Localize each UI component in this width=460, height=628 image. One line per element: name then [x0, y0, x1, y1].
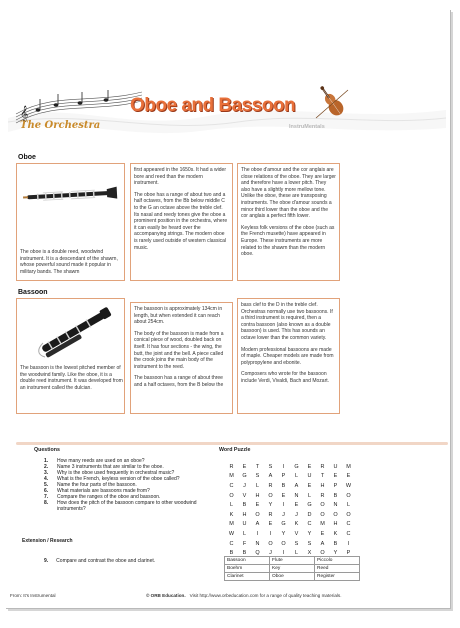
grid-letter: O [281, 540, 286, 547]
grid-letter: Y [307, 530, 312, 537]
bassoon-text-2b: The body of the bassoon is made from a conical piece of wood, doubled back on itself. It has four sections - the wing, the butt, the joint and the bell. A piece called the crook joins the main body of the instrument to the reed. [134, 330, 224, 370]
grid-letter: I [282, 463, 285, 470]
question-text: Compare and contrast the oboe and clarinet. [56, 558, 156, 564]
word-list-item: Flute [270, 557, 315, 565]
grid-letter: E [307, 482, 312, 489]
grid-letter: R [268, 511, 273, 518]
grid-letter: I [269, 530, 272, 537]
question-number: 3. [44, 470, 49, 476]
grid-row [225, 529, 355, 539]
grid-letter: G [307, 502, 312, 509]
grid-row [225, 472, 355, 482]
section-divider [16, 442, 448, 445]
grid-letter: H [333, 521, 338, 528]
word-list-item: Reed [315, 565, 360, 573]
grid-letter: G [242, 473, 247, 480]
question-text: Name the four parts of the bassoon. [57, 482, 137, 488]
grid-letter: E [307, 463, 312, 470]
footer-source: From: It's Instrumental [10, 593, 56, 598]
grid-letter: B [242, 550, 247, 557]
grid-letter: U [307, 473, 312, 480]
grid-letter: C [346, 530, 351, 537]
grid-letter: E [242, 463, 247, 470]
extension-question [44, 558, 155, 564]
grid-letter: I [282, 502, 285, 509]
word-list-item: Clarinet [225, 573, 270, 581]
grid-letter: Y [281, 530, 286, 537]
oboe-text-1: The oboe is a double reed, woodwind instrument. It is a descendant of the shawm, whose powerful sound made it popular in military bands. The shawm [20, 249, 118, 275]
grid-letter: P [346, 550, 351, 557]
question-number: 5. [44, 482, 49, 488]
worksheet-page [6, 10, 451, 609]
grid-letter: L [346, 502, 351, 509]
grid-letter: T [255, 463, 260, 470]
brand-logo: The Orchestra [20, 120, 101, 131]
question-number: 8. [44, 500, 49, 506]
word-puzzle-heading: Word Puzzle [219, 447, 251, 453]
grid-letter: B [242, 502, 247, 509]
grid-letter: J [269, 550, 272, 557]
word-list-item: Register [315, 573, 360, 581]
footer-copyright: © ORB Education. [146, 593, 186, 598]
violin-icon [312, 82, 352, 122]
grid-row [225, 539, 355, 549]
grid-letter: O [320, 502, 325, 509]
grid-letter: S [255, 473, 260, 480]
grid-letter: V [242, 492, 247, 499]
grid-row [225, 481, 355, 491]
grid-row [225, 500, 355, 510]
grid-letter: L [294, 473, 299, 480]
bassoon-text-3b: Modern professional bassoons are made of maple. Cheaper models are made from polypropylene and ebonite. [241, 346, 334, 366]
grid-letter: U [333, 463, 338, 470]
grid-letter: O [333, 511, 338, 518]
word-list-row [225, 557, 360, 565]
question-number: 9. [44, 558, 49, 564]
question-text: Why is the oboe used frequently in orchestral music? [57, 470, 175, 476]
grid-letter: P [281, 473, 286, 480]
grid-letter: C [229, 482, 234, 489]
grid-letter: L [242, 530, 247, 537]
grid-letter: N [333, 502, 338, 509]
word-list-table [224, 556, 360, 581]
grid-letter: H [320, 482, 325, 489]
grid-letter: W [345, 482, 352, 489]
grid-letter: A [255, 521, 260, 528]
oboe-text-2b: The oboe has a range of about two and a half octaves, from the Bb below middle C to the G an octave above the treble clef. Its nasal and reedy tones give the oboe a prominent position in the orchestra, where it can easily be heard over the accompanying strings. The modern oboe is rarely used outside of western classical music. [134, 191, 228, 251]
oboe-heading: Oboe [18, 154, 36, 161]
grid-letter: B [229, 550, 234, 557]
grid-letter: I [256, 530, 259, 537]
bassoon-text-2c: The bassoon has a range of about three and a half octaves, from the B below the [134, 375, 224, 388]
grid-letter: V [294, 530, 299, 537]
grid-letter: B [281, 482, 286, 489]
grid-row [225, 520, 355, 530]
grid-letter: J [243, 482, 246, 489]
word-list-row [225, 565, 360, 573]
grid-letter: S [307, 540, 312, 547]
grid-letter: E [320, 530, 325, 537]
grid-letter: C [229, 540, 234, 547]
word-list-item: Key [270, 565, 315, 573]
oboe-image [23, 186, 119, 204]
grid-letter: M [229, 473, 234, 480]
question-item [44, 500, 219, 512]
grid-letter: K [333, 530, 338, 537]
grid-letter: R [320, 463, 325, 470]
question-number: 1. [44, 458, 49, 464]
grid-letter: A [320, 540, 325, 547]
bassoon-panel-2 [130, 302, 233, 414]
grid-letter: D [307, 511, 312, 518]
bassoon-image [33, 305, 121, 361]
grid-letter: H [242, 511, 247, 518]
grid-letter: L [229, 502, 234, 509]
grid-letter: I [347, 540, 350, 547]
word-list-row [225, 573, 360, 581]
questions-list [44, 458, 219, 512]
extension-heading: Extension / Research [22, 538, 73, 544]
grid-letter: J [295, 511, 298, 518]
footer-credit [146, 593, 341, 598]
grid-letter: X [307, 550, 312, 557]
grid-letter: S [268, 463, 273, 470]
grid-letter: U [242, 521, 247, 528]
grid-letter: G [281, 521, 286, 528]
grid-letter: Q [255, 550, 260, 557]
question-text: What materials are bassoons made from? [57, 488, 150, 494]
grid-letter: O [346, 511, 351, 518]
grid-letter: F [242, 540, 247, 547]
question-text: Compare the ranges of the oboe and bassoon. [57, 494, 161, 500]
grid-letter: O [320, 550, 325, 557]
grid-letter: O [229, 492, 234, 499]
grid-letter: O [346, 492, 351, 499]
grid-letter: L [294, 550, 299, 557]
oboe-text-2a: first appeared in the 1650s. It had a wider bore and reed than the modern instrument. [134, 167, 227, 187]
grid-letter: L [307, 492, 312, 499]
bassoon-text-3c: Composers who wrote for the bassoon include Verdi, Vivaldi, Bach and Mozart. [241, 371, 330, 384]
grid-letter: N [255, 540, 260, 547]
grid-letter: K [294, 521, 299, 528]
grid-letter: E [268, 521, 273, 528]
grid-row [225, 491, 355, 501]
oboe-panel-3 [237, 163, 340, 281]
grid-letter: I [282, 550, 285, 557]
grid-letter: K [229, 511, 234, 518]
grid-letter: S [294, 540, 299, 547]
bassoon-heading: Bassoon [18, 289, 48, 296]
grid-letter: R [229, 463, 234, 470]
word-list-item: Piccolo [315, 557, 360, 565]
grid-letter: B [333, 540, 338, 547]
word-search-grid [225, 462, 355, 558]
oboe-text-3b: Keyless folk versions of the oboe (such as the French musette) have appeared in Europe. These instruments are more related to the shawm than the modern oboe. [241, 224, 335, 258]
grid-letter: B [333, 492, 338, 499]
grid-letter: O [320, 511, 325, 518]
question-number: 4. [44, 476, 49, 482]
word-list-item: Boehm [225, 565, 270, 573]
bassoon-text-2a: The bassoon is approximately 134cm in length, but when extended it can reach about 254cm. [134, 306, 223, 326]
footer-visit-text: Visit http://www.orbeducation.com for a range of quality teaching materials. [189, 593, 342, 598]
series-label: InstruMentals [289, 124, 325, 130]
question-number: 7. [44, 494, 49, 500]
grid-letter: E [346, 473, 351, 480]
oboe-panel-2 [130, 163, 233, 281]
questions-heading: Questions [34, 447, 60, 453]
grid-letter: A [268, 473, 273, 480]
grid-letter: T [320, 473, 325, 480]
grid-letter: L [255, 482, 260, 489]
grid-letter: W [228, 530, 235, 537]
oboe-panel-1 [16, 163, 125, 281]
word-list-item: Oboe [270, 573, 315, 581]
grid-letter: C [346, 521, 351, 528]
grid-letter: E [333, 473, 338, 480]
bassoon-panel-1 [16, 298, 125, 414]
grid-letter: O [255, 511, 260, 518]
grid-letter: A [294, 482, 299, 489]
grid-letter: E [255, 502, 260, 509]
grid-letter: Y [333, 550, 338, 557]
question-text: What is the French, keyless version of the oboe called? [57, 476, 180, 482]
grid-letter: E [294, 502, 299, 509]
grid-letter: N [294, 492, 299, 499]
grid-letter: E [281, 492, 286, 499]
grid-letter: Y [268, 502, 273, 509]
grid-row [225, 510, 355, 520]
bassoon-text-3a: bass clef to the D in the treble clef. Orchestras normally use two bassoons. If a third instrument is required, then a contra bassoon (also known as a double bassoon) is used. This has sounds an octave lower than the common variety. [241, 302, 333, 341]
grid-letter: J [282, 511, 285, 518]
question-text: How many reeds are used on an oboe? [57, 458, 145, 464]
bassoon-text-1: The bassoon is the lowest pitched member of the woodwind family. Like the oboe, it is a double reed instrument. It was developed from an instrument called the dulcian. [20, 365, 123, 391]
grid-letter: O [268, 540, 273, 547]
grid-letter: R [268, 482, 273, 489]
grid-letter: M [229, 521, 234, 528]
word-list-item: Bassoon [225, 557, 270, 565]
grid-letter: G [294, 463, 299, 470]
grid-letter: M [320, 521, 325, 528]
svg-text:𝄞: 𝄞 [20, 106, 29, 122]
question-text: Name 3 instruments that are similar to the oboe. [57, 464, 164, 470]
grid-letter: H [255, 492, 260, 499]
grid-letter: O [268, 492, 273, 499]
grid-letter: R [320, 492, 325, 499]
question-number: 6. [44, 488, 49, 494]
question-text: How does the pitch of the bassoon compare to other woodwind instruments? [57, 500, 197, 512]
grid-letter: P [333, 482, 338, 489]
oboe-text-3a: The oboe d'amour and the cor anglais are close relations of the oboe. They are larger and therefore have a lower pitch. They also have a slightly more mellow tone. Unlike the oboe, these are transposing instruments. The oboe d'amour sounds a minor third lower than the oboe and the cor anglais a perfect fifth lower. [241, 167, 336, 220]
grid-row [225, 462, 355, 472]
bassoon-panel-3 [237, 298, 340, 414]
grid-letter: C [307, 521, 312, 528]
grid-letter: M [346, 463, 351, 470]
question-number: 2. [44, 464, 49, 470]
page-title: Oboe and Bassoon [130, 95, 296, 116]
